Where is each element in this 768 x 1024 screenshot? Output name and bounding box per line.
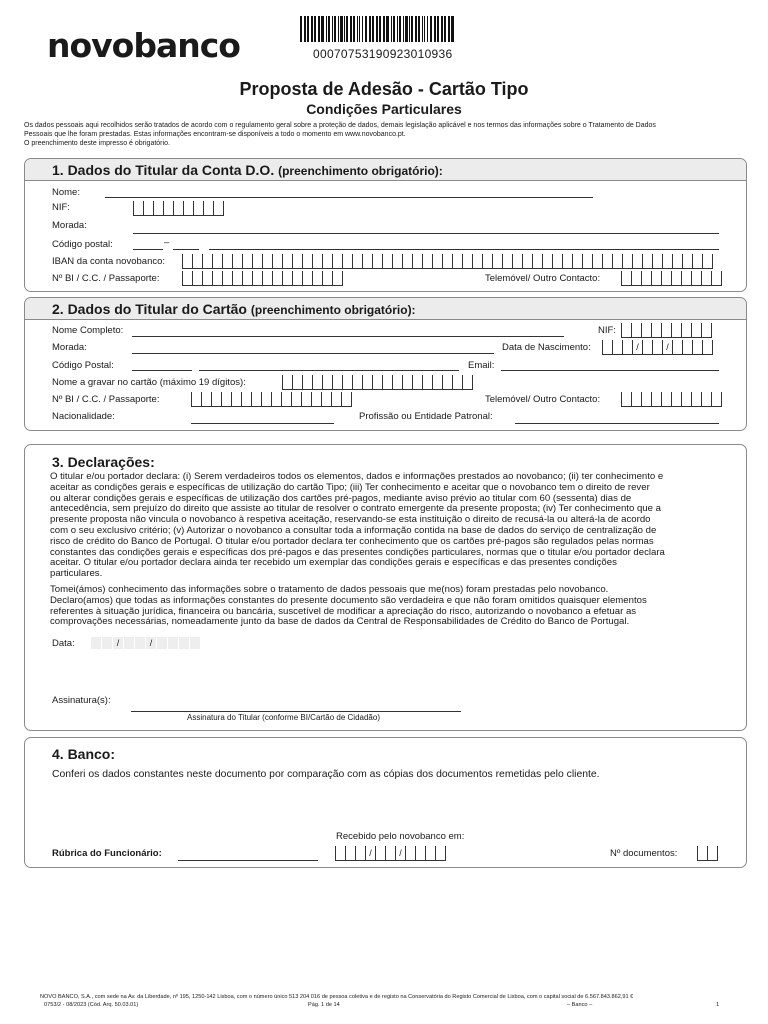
- data-nascimento-input[interactable]: / /: [602, 340, 713, 355]
- section-title-text: 1. Dados do Titular da Conta D.O.: [52, 162, 275, 178]
- declaration-paragraph: [50, 472, 720, 580]
- rubrica-input[interactable]: [178, 860, 318, 861]
- telemovel-input[interactable]: [621, 392, 722, 407]
- n-documentos-input[interactable]: [697, 846, 718, 861]
- page-title: Proposta de Adesão - Cartão Tipo: [239, 79, 529, 99]
- nif-input[interactable]: [133, 201, 224, 216]
- morada-input[interactable]: [133, 233, 719, 234]
- paragraph-line: aceitar. O titular e/ou portador declara ainda ter recebido um exemplar das condições gerais e específicas e das presentes condições: [50, 557, 617, 569]
- codigo-postal-label: Código postal:: [52, 239, 113, 250]
- paragraph-line: particulares.: [50, 568, 103, 580]
- intro-line: O preenchimento deste impresso é obrigatório.: [24, 140, 170, 147]
- section-title: [52, 301, 416, 317]
- section-title: 3. Declarações:: [52, 454, 155, 470]
- bi-input[interactable]: [182, 271, 343, 286]
- email-label: Email:: [468, 360, 495, 371]
- section-account-holder: [24, 158, 747, 292]
- telemovel-input[interactable]: [621, 271, 722, 286]
- morada-input[interactable]: [132, 353, 494, 354]
- paragraph-line: ou alterar condições gerais e específicas de utilização dos cartões pré-pagos, mediante aviso prévio ao titular com 60 (sessenta) dias de: [50, 492, 632, 504]
- nacionalidade-label: Nacionalidade:: [52, 411, 115, 422]
- section-declarations: [24, 444, 747, 731]
- paragraph-line: antecedência, sem prejuízo do direito que assiste ao titular de resolver o contrato emergente da presente proposta; (iv) Ter conhecimento que a: [50, 503, 661, 515]
- telemovel-label: Telemóvel/ Outro Contacto:: [485, 394, 601, 405]
- nome-completo-label: Nome Completo:: [52, 325, 124, 336]
- barcode-number: 00070753190923010936: [313, 47, 453, 61]
- footer: [40, 993, 730, 1008]
- paragraph-line: presente proposta não vincula o novobanco à respetiva aceitação, reservando-se esta instituição o direito de recusá-la ou alterá-la de acordo: [50, 514, 651, 526]
- rubrica-label: Rúbrica do Funcionário:: [52, 848, 162, 859]
- profissao-input[interactable]: [515, 423, 719, 424]
- telemovel-label: Telemóvel/ Outro Contacto:: [485, 273, 601, 284]
- nome-label: Nome:: [52, 187, 80, 198]
- nif-input[interactable]: [621, 323, 712, 338]
- section-title: [52, 162, 443, 178]
- footer-page-number: Pág. 1 de 14: [308, 1002, 340, 1008]
- localidade-input[interactable]: [199, 370, 459, 371]
- footer-copy-number: 1: [716, 1002, 720, 1008]
- paragraph-line: O titular e/ou portador declara: (i) Serem verdadeiros todos os elementos, dados e informações prestados ao novobanco; (ii) ter conhecimento e: [50, 471, 664, 482]
- profissao-label: Profissão ou Entidade Patronal:: [359, 411, 493, 422]
- morada-label: Morada:: [52, 220, 87, 231]
- email-input[interactable]: [501, 370, 719, 371]
- data-label: Data:: [52, 638, 75, 649]
- footer-form-code: 0753/2 - 08/2023 (Cód. Arq. 50.03.01): [44, 1002, 139, 1008]
- paragraph-line: Declaro(amos) que todas as informações constantes do presente documento são verdadeira e que não foram omitidos quaisquer elementos: [50, 594, 647, 606]
- codigo-postal-input[interactable]: [133, 249, 163, 250]
- iban-label: IBAN da conta novobanco:: [52, 256, 166, 267]
- iban-input[interactable]: [182, 254, 713, 269]
- nif-label: NIF:: [52, 202, 70, 213]
- codigo-postal-dash: –: [164, 237, 170, 248]
- novobanco-logo: novobanco: [47, 26, 240, 65]
- page-subtitle: Condições Particulares: [306, 101, 462, 117]
- footer-legal-text: NOVO BANCO, S.A., com sede na Av. da Liberdade, nº 195, 1250-142 Lisboa, com o número único 513 204 016 de pessoa coletiva e de registo na Conservatória do Registo Comercial de Lisboa, com o capital social de 6.567.843.862,91 €: [40, 994, 634, 1000]
- paragraph-line: com o seu exclusivo critério; (v) Autorizar o novobanco a consultar toda a informação contida na base de dados do serviço de centralização de: [50, 524, 657, 536]
- section-title: 4. Banco:: [52, 746, 116, 762]
- barcode-image: [300, 16, 456, 42]
- recebido-label: Recebido pelo novobanco em:: [336, 831, 465, 842]
- morada-label: Morada:: [52, 342, 87, 353]
- footer-department: – Banco –: [567, 1002, 593, 1008]
- section-card-holder: [24, 297, 747, 431]
- assinatura-input[interactable]: [131, 711, 461, 712]
- assinatura-caption: Assinatura do Titular (conforme BI/Cartão de Cidadão): [187, 713, 380, 722]
- paragraph-line: risco de crédito do Banco de Portugal. O titular e/ou portador declara ter conhecimento que os cartões pré-pagos são regulados pelas normas: [50, 535, 654, 547]
- section-note: (preenchimento obrigatório):: [250, 303, 416, 317]
- codigo-postal-input[interactable]: [132, 370, 192, 371]
- intro-notice: [24, 121, 748, 148]
- localidade-input[interactable]: [209, 249, 719, 250]
- intro-line: Os dados pessoais aqui recolhidos serão tratados de acordo com o regulamento geral sobre a proteção de dados, demais legislação aplicável e nos termos das informações sobre o Tratamento de Dados: [24, 122, 656, 129]
- paragraph-line: referentes à situação jurídica, financeira ou bancária, suscetível de modificar a apreciação do risco, autorizando o novobanco a efetuar as: [50, 605, 637, 617]
- codigo-postal-label: Código Postal:: [52, 360, 114, 371]
- section-bank: [24, 737, 747, 868]
- paragraph-line: comprovações necessárias, nomeadamente junto da base de dados da Central de Responsabilidades de Crédito do Banco de Portugal.: [50, 616, 630, 628]
- paragraph-line: aceitar as condições gerais e específicas de utilização do cartão Tipo; (iii) Ter conhecimento e aceitar que o novobanco tem o direito de rever: [50, 481, 650, 493]
- nome-input[interactable]: [105, 197, 593, 198]
- recebido-date-input[interactable]: / /: [335, 846, 446, 861]
- bi-label: Nº BI / C.C. / Passaporte:: [52, 394, 160, 405]
- data-protection-paragraph: [50, 585, 720, 628]
- nif-label: NIF:: [598, 325, 616, 336]
- nome-gravar-input[interactable]: [282, 375, 473, 390]
- data-nascimento-label: Data de Nascimento:: [502, 342, 591, 353]
- paragraph-line: constantes das condições gerais e específicas dos pré-pagos e das presentes condições particulares, normas que o titular e/ou portador declara: [50, 546, 665, 558]
- intro-line: Pessoais que lhe foram prestadas. Estas informações encontram-se disponíveis a todo o momento em www.novobanco.pt.: [24, 131, 406, 138]
- nacionalidade-input[interactable]: [191, 423, 334, 424]
- bi-label: Nº BI / C.C. / Passaporte:: [52, 273, 160, 284]
- bi-input[interactable]: [191, 392, 352, 407]
- section-title-text: 2. Dados do Titular do Cartão: [52, 301, 247, 317]
- nome-gravar-label: Nome a gravar no cartão (máximo 19 dígitos):: [52, 377, 246, 388]
- n-documentos-label: Nº documentos:: [610, 848, 678, 859]
- data-input[interactable]: / /: [91, 637, 201, 649]
- bank-confirmation-text: Conferi os dados constantes neste documento por comparação com as cópias dos documentos remetidas pelo cliente.: [52, 769, 600, 780]
- nome-completo-input[interactable]: [132, 336, 564, 337]
- codigo-postal-suffix-input[interactable]: [173, 249, 199, 250]
- section-note: (preenchimento obrigatório):: [278, 164, 443, 178]
- paragraph-line: Tomei(ámos) conhecimento das informações sobre o tratamento de dados pessoais que me(nos) foram prestadas pelo novobanco.: [50, 584, 609, 595]
- assinatura-label: Assinatura(s):: [52, 695, 111, 706]
